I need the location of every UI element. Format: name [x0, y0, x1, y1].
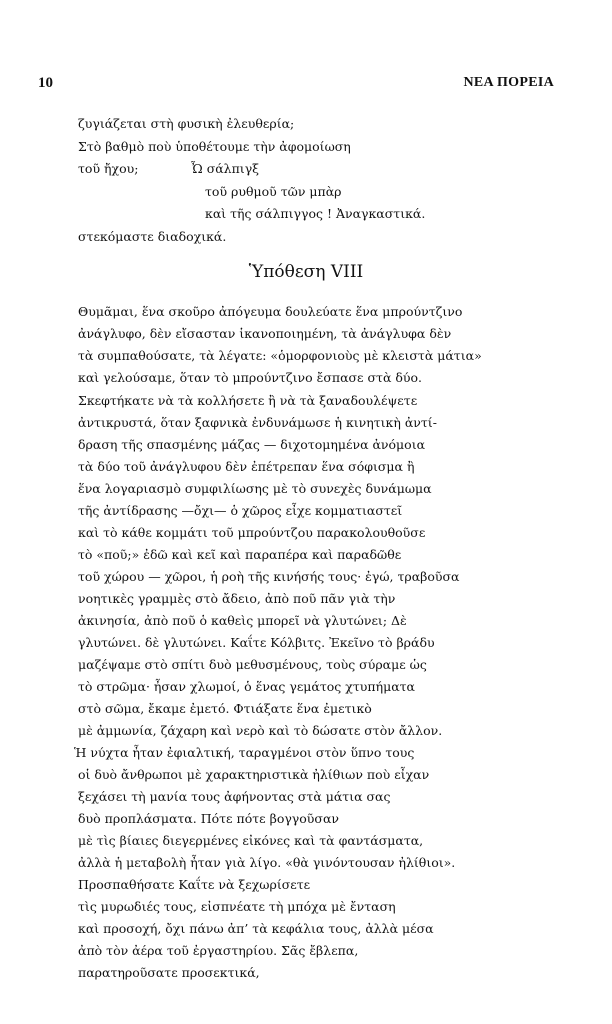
text-line: Ἡ νύχτα ἦταν ἐφιαλτική, ταραγμένοι στὸν ὕπνο τους [74, 745, 415, 760]
text-line: τὰ συμπαθούσατε, τὰ λέγατε: «ὁμορφονιοὺς μὲ κλειστὰ μάτια» [78, 348, 482, 363]
text-line: μαζέψαμε στὸ σπίτι δυὸ μεθυσμένους, τοὺς σύραμε ὡς [78, 657, 427, 672]
text-line: ἀντικρυστά, ὅταν ξαφνικὰ ἐνδυνάμωσε ἡ κινητικὴ ἀντί- [78, 415, 437, 430]
text-line: γλυτώνει. δὲ γλυτώνει. Καΐτε Κόλβιτς. Ἐκεῖνο τὸ βράδυ [78, 635, 435, 650]
text-line: τοῦ ρυθμοῦ τῶν μπὰρ [205, 184, 342, 199]
text-line: μὲ ἀμμωνία, ζάχαρη καὶ νερὸ καὶ τὸ δώσατε στὸν ἄλλον. [78, 723, 443, 738]
text-line: τὸ «ποῦ;» ἐδῶ καὶ κεῖ καὶ παραπέρα καὶ παραδῶθε [78, 547, 402, 562]
text-line: μὲ τὶς βίαιες διεγερμένες εἰκόνες καὶ τὰ φαντάσματα, [78, 833, 424, 848]
text-line: ἀπὸ τὸν ἀέρα τοῦ ἐργαστηρίου. Σᾶς ἔβλεπα, [78, 943, 359, 958]
text-line: τὸ στρῶμα· ἦσαν χλωμοί, ὁ ἕνας γεμάτος χτυπήματα [78, 679, 415, 694]
text-line: οἱ δυὸ ἄνθρωποι μὲ χαρακτηριστικὰ ἠλίθιων ποὺ εἶχαν [78, 767, 430, 782]
text-line: Θυμᾶμαι, ἕνα σκοῦρο ἀπόγευμα δουλεύατε ἕνα μπρούντζινο [78, 304, 463, 319]
text-line: Σκεφτήκατε νὰ τὰ κολλήσετε ἢ νὰ τὰ ξαναδουλέψετε [78, 393, 418, 408]
text-line: ζυγιάζεται στὴ φυσικὴ ἐλευθερία; [78, 116, 295, 131]
text-line: ἀλλὰ ἡ μεταβολὴ ἦταν γιὰ λίγο. «θὰ γινόντουσαν ἠλίθιοι». [78, 855, 456, 870]
text-line: τὰ δύο τοῦ ἀνάγλυφου δὲν ἐπέτρεπαν ἕνα σόφισμα ἢ [78, 459, 415, 474]
text-line: στὸ σῶμα, ἔκαμε ἐμετό. Φτιάξατε ἕνα ἐμετικὸ [78, 701, 372, 716]
text-line: τοῦ χώρου — χῶροι, ἡ ροὴ τῆς κινήσής τους· ἐγώ, τραβοῦσα [78, 569, 460, 584]
running-head: ΝΕΑ ΠΟΡΕΙΑ [463, 75, 554, 90]
text-line: ξεχάσει τὴ μανία τους ἀφήνοντας στὰ μάτια σας [78, 789, 391, 804]
text-line: Στὸ βαθμὸ ποὺ ὑποθέτουμε τὴν ἀφομοίωση [78, 139, 351, 154]
page-number: 10 [38, 75, 53, 91]
text-line: νοητικὲς γραμμὲς στὸ ἄδειο, ἀπὸ ποῦ πᾶν γιὰ τὴν [78, 591, 396, 606]
text-line: τῆς ἀντίδρασης —ὄχι— ὁ χῶρος εἶχε κομματιαστεῖ [78, 503, 403, 518]
text-line: καὶ τῆς σάλπιγγος ! Ἀναγκαστικά. [205, 206, 426, 221]
text-line: δραση τῆς σπασμένης μάζας — διχοτομημένα ἀνόμοια [78, 437, 426, 452]
text-line: ἀκινησία, ἀπὸ ποῦ ὁ καθεὶς μπορεῖ νὰ γλυτώνει; Δὲ [78, 613, 407, 628]
text-line: ἕνα λογαριασμὸ συμφιλίωσης μὲ τὸ συνεχὲς δυνάμωμα [78, 481, 432, 496]
text-line: δυὸ προπλάσματα. Πότε πότε βογγοῦσαν [78, 811, 339, 826]
section-title: Ὑπόθεση VIII [248, 262, 364, 282]
text-line: τὶς μυρωδιές τους, εἰσπνέατε τὴ μπόχα μὲ ἔνταση [78, 899, 396, 914]
text-line: ἀνάγλυφο, δὲν εἴσασταν ἱκανοποιημένη, τὰ ἀνάγλυφα δὲν [78, 326, 452, 341]
text-line: παρατηροῦσατε προσεκτικά, [78, 965, 260, 980]
text-line: καὶ τὸ κάθε κομμάτι τοῦ μπρούντζου παρακολουθοῦσε [78, 525, 426, 540]
text-line: Προσπαθήσατε Καΐτε νὰ ξεχωρίσετε [78, 877, 311, 892]
text-line: στεκόμαστε διαδοχικά. [78, 229, 227, 244]
text-line: τοῦ ἤχου; [78, 161, 139, 176]
text-line: καὶ γελούσαμε, ὅταν τὸ μπρούντζινο ἔσπασε στὰ δύο. [78, 370, 422, 385]
text-line: καὶ προσοχή, ὄχι πάνω ἀπ’ τὰ κεφάλια τους, ἀλλὰ μέσα [78, 921, 434, 936]
text-line: Ὦ σάλπιγξ [191, 161, 260, 176]
